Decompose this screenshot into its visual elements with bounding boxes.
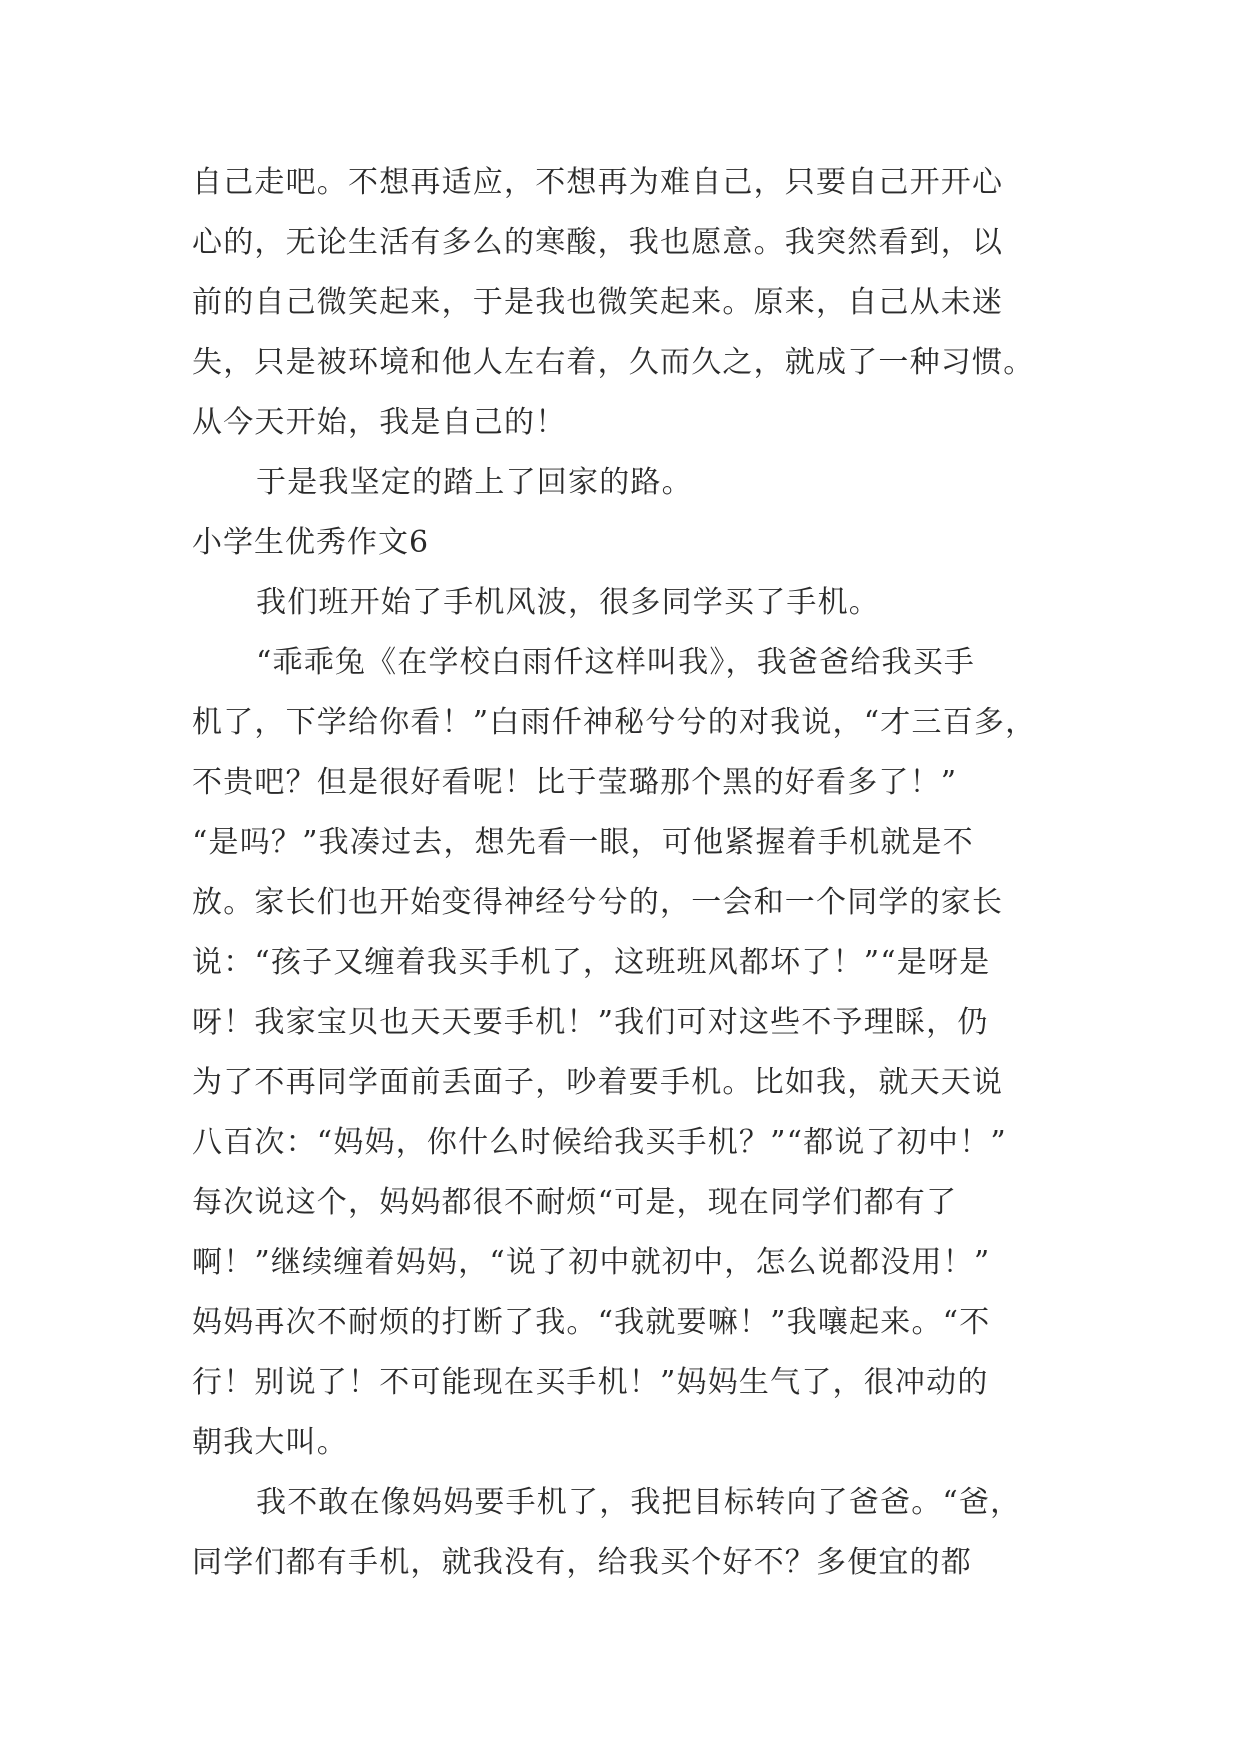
text-line: 妈妈再次不耐烦的打断了我。“我就要嘛！”我嚷起来。“不 (192, 1305, 991, 1340)
text-line: 机了，下学给你看！”白雨仟神秘兮兮的对我说，“才三百多， (192, 705, 1037, 740)
text-line: 自己走吧。不想再适应，不想再为难自己，只要自己开开心 (192, 165, 1004, 200)
text-line: 八百次：“妈妈，你什么时候给我买手机？”“都说了初中！” (192, 1125, 1007, 1160)
text-line: 放。家长们也开始变得神经兮兮的，一会和一个同学的家长 (192, 885, 1004, 920)
text-line: 我不敢在像妈妈要手机了，我把目标转向了爸爸。“爸， (256, 1485, 1022, 1520)
text-line: 同学们都有手机，就我没有，给我买个好不？多便宜的都 (192, 1545, 972, 1580)
text-line: 朝我大叫。 (192, 1425, 348, 1460)
text-line: “乖乖兔《在学校白雨仟这样叫我》，我爸爸给我买手 (256, 645, 976, 680)
text-line: 行！别说了！不可能现在买手机！”妈妈生气了，很冲动的 (192, 1365, 989, 1400)
text-line: 从今天开始，我是自己的！ (192, 405, 567, 440)
text-line: 啊！”继续缠着妈妈，“说了初中就初中，怎么说都没用！” (192, 1245, 991, 1280)
text-line: 为了不再同学面前丢面子，吵着要手机。比如我，就天天说 (192, 1065, 1004, 1100)
text-line: “是吗？”我凑过去，想先看一眼，可他紧握着手机就是不 (192, 825, 974, 860)
text-line: 呀！我家宝贝也天天要手机！”我们可对这些不予理睬，仍 (192, 1005, 989, 1040)
closing-paragraph: 于是我坚定的踏上了回家的路。 (256, 465, 693, 500)
essay-heading: 小学生优秀作文6 (192, 525, 430, 560)
text-line: 每次说这个，妈妈都很不耐烦“可是，现在同学们都有了 (192, 1185, 958, 1220)
text-line: 前的自己微笑起来，于是我也微笑起来。原来，自己从未迷 (192, 285, 1004, 320)
text-line: 不贵吧？但是很好看呢！比于莹璐那个黑的好看多了！” (192, 765, 958, 800)
text-line: 说：“孩子又缠着我买手机了，这班班风都坏了！”“是呀是 (192, 945, 991, 980)
essay-text (192, 153, 1058, 1593)
intro-paragraph: 我们班开始了手机风波，很多同学买了手机。 (256, 585, 880, 620)
text-line: 失，只是被环境和他人左右着，久而久之，就成了一种习惯。 (192, 345, 1035, 380)
text-line: 心的，无论生活有多么的寒酸，我也愿意。我突然看到，以 (192, 225, 1004, 260)
